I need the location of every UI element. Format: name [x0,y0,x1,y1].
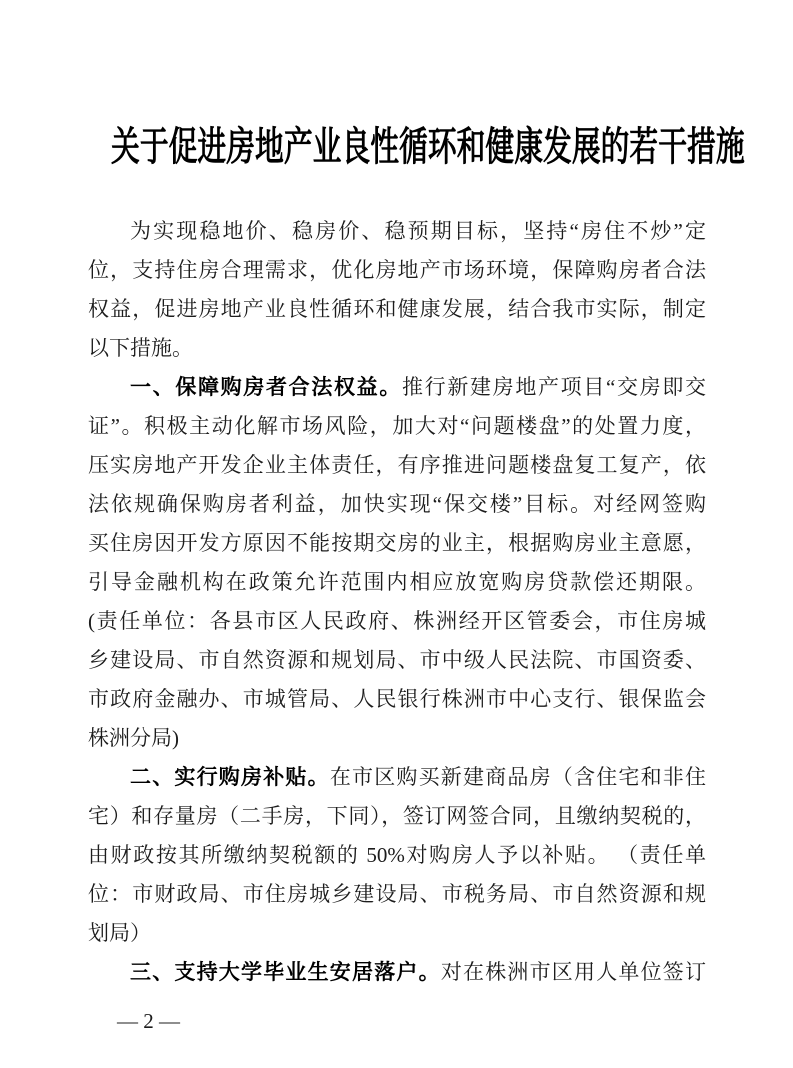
line-text: 宅）和存量房（二手房，下同），签订网签合同，且缴纳契税的， [88,804,706,828]
text-line [88,329,706,368]
line-text: 推行新建房地产项目“交房即交 [402,375,706,399]
line-text: 株洲分局) [88,726,179,750]
line-text: 引导金融机构在政策允许范围内相应放宽购房贷款偿还期限。 [88,570,706,594]
line-text: 划局） [88,921,151,945]
line-text: 买住房因开发方原因不能按期交房的业主，根据购房业主意愿， [88,531,706,555]
text-line [88,836,706,875]
line-text: 乡建设局、市自然资源和规划局、市中级人民法院、市国资委、 [88,648,706,672]
line-text: 法依规确保购房者利益，加快实现“保交楼”目标。对经网签购 [88,492,706,516]
section-heading: 二、实行购房补贴。 [130,766,330,789]
text-line [88,641,706,680]
paragraph [88,953,706,992]
paragraph [88,368,706,758]
section-heading: 一、保障购房者合法权益。 [130,376,403,399]
text-line [88,797,706,836]
paragraph [88,758,706,953]
paragraph [88,212,706,368]
line-text: 在市区购买新建商品房（含住宅和非住 [329,765,706,789]
text-line [88,602,706,641]
section-heading: 三、支持大学毕业生安居落户。 [130,961,441,984]
text-line [88,368,706,407]
document-body [88,212,706,992]
line-text: 对在株洲市区用人单位签订 [440,960,706,984]
text-line [88,446,706,485]
document-title: 关于促进房地产业良性循环和健康发展的若干措施 [111,124,745,169]
line-text: 为实现稳地价、稳房价、稳预期目标，坚持“房住不炒”定 [130,219,706,243]
text-line [88,953,706,992]
text-line [88,563,706,602]
text-line [88,290,706,329]
line-text: 压实房地产开发企业主体责任，有序推进问题楼盘复工复产，依 [88,453,706,477]
text-line [88,719,706,758]
text-line [88,758,706,797]
line-text: 位：市财政局、市住房城乡建设局、市税务局、市自然资源和规 [88,882,706,906]
text-line [88,914,706,953]
line-text: 证”。积极主动化解市场风险，加大对“问题楼盘”的处置力度， [88,414,706,438]
text-line [88,485,706,524]
line-text: 以下措施。 [88,336,193,360]
text-line [88,875,706,914]
line-text: (责任单位：各县市区人民政府、株洲经开区管委会，市住房城 [88,609,706,633]
line-text: 由财政按其所缴纳契税额的 50%对购房人予以补贴。 （责任单 [88,843,706,867]
line-text: 市政府金融办、市城管局、人民银行株洲市中心支行、银保监会 [88,687,706,711]
page-number: — 2 — [117,1009,180,1033]
text-line [88,251,706,290]
line-text: 位，支持住房合理需求，优化房地产市场环境，保障购房者合法 [88,258,706,282]
text-line [88,680,706,719]
line-text: 权益，促进房地产业良性循环和健康发展，结合我市实际，制定 [88,297,706,321]
text-line [88,524,706,563]
text-line [88,407,706,446]
text-line [88,212,706,251]
